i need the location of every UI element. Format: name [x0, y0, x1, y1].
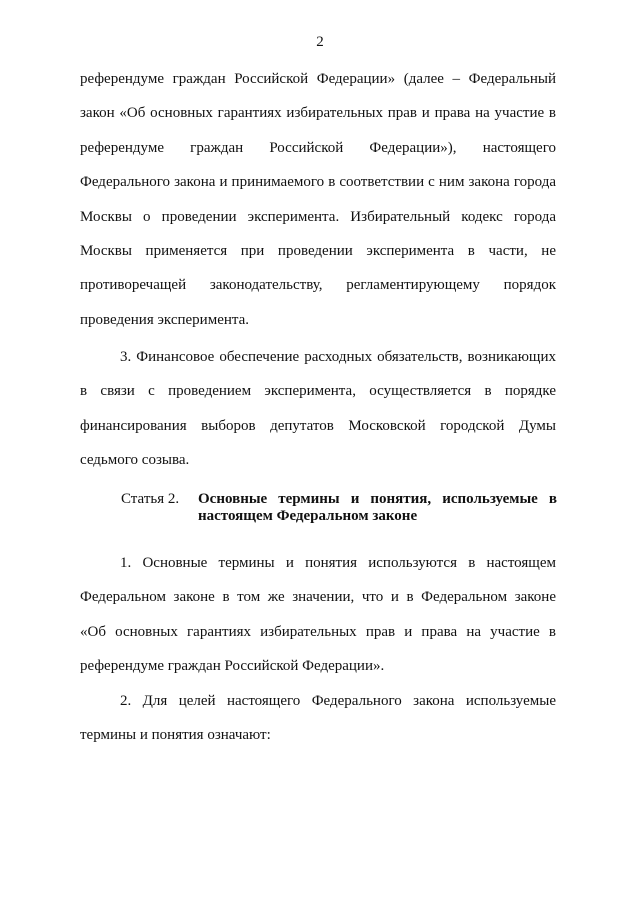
page-number: 2	[316, 34, 324, 50]
article-title-line: настоящем Федеральном законе	[198, 508, 418, 524]
article-title-line: Основные термины и понятия, используемые в	[198, 491, 557, 507]
text-line: референдуме граждан Российской Федерации» (далее – Федеральный	[80, 71, 556, 87]
text-line: проведения эксперимента.	[80, 311, 250, 328]
text-line: 2. Для целей настоящего Федерального закона используемые	[120, 693, 556, 709]
paragraph-continuation	[80, 62, 556, 337]
text-line: финансирования выборов депутатов Московской городской Думы	[80, 417, 556, 434]
text-line: «Об основных гарантиях избирательных прав и права на участие в	[80, 623, 556, 640]
text-line: Федерального закона и принимаемого в соответствии с ним закона города	[80, 174, 556, 191]
text-line: закон «Об основных гарантиях избирательных прав и права на участие в	[80, 105, 556, 122]
text-line: в связи с проведением эксперимента, осуществляется в порядке	[80, 383, 556, 400]
text-line: референдуме граждан Российской Федерации».	[80, 658, 385, 675]
paragraph-terms	[80, 546, 556, 684]
text-line: 3. Финансовое обеспечение расходных обязательств, возникающих	[120, 349, 556, 365]
text-line: 1. Основные термины и понятия используются в настоящем	[120, 555, 556, 571]
text-line: термины и понятия означают:	[80, 727, 271, 744]
article-label: Статья 2.	[121, 491, 180, 507]
paragraph-financing	[80, 340, 556, 478]
text-line: Москвы применяется при проведении эксперимента в части, не	[80, 243, 556, 260]
text-line: противоречащей законодательству, регламентирующему порядок	[80, 277, 556, 294]
text-line: седьмого созыва.	[80, 452, 190, 469]
text-line: референдуме граждан Российской Федерации»), настоящего	[80, 139, 556, 156]
text-line: Москвы о проведении эксперимента. Избирательный кодекс города	[80, 208, 556, 225]
text-line: Федеральном законе в том же значении, что и в Федеральном законе	[80, 589, 556, 606]
paragraph-definitions-intro	[80, 684, 556, 753]
article-title	[198, 491, 557, 525]
